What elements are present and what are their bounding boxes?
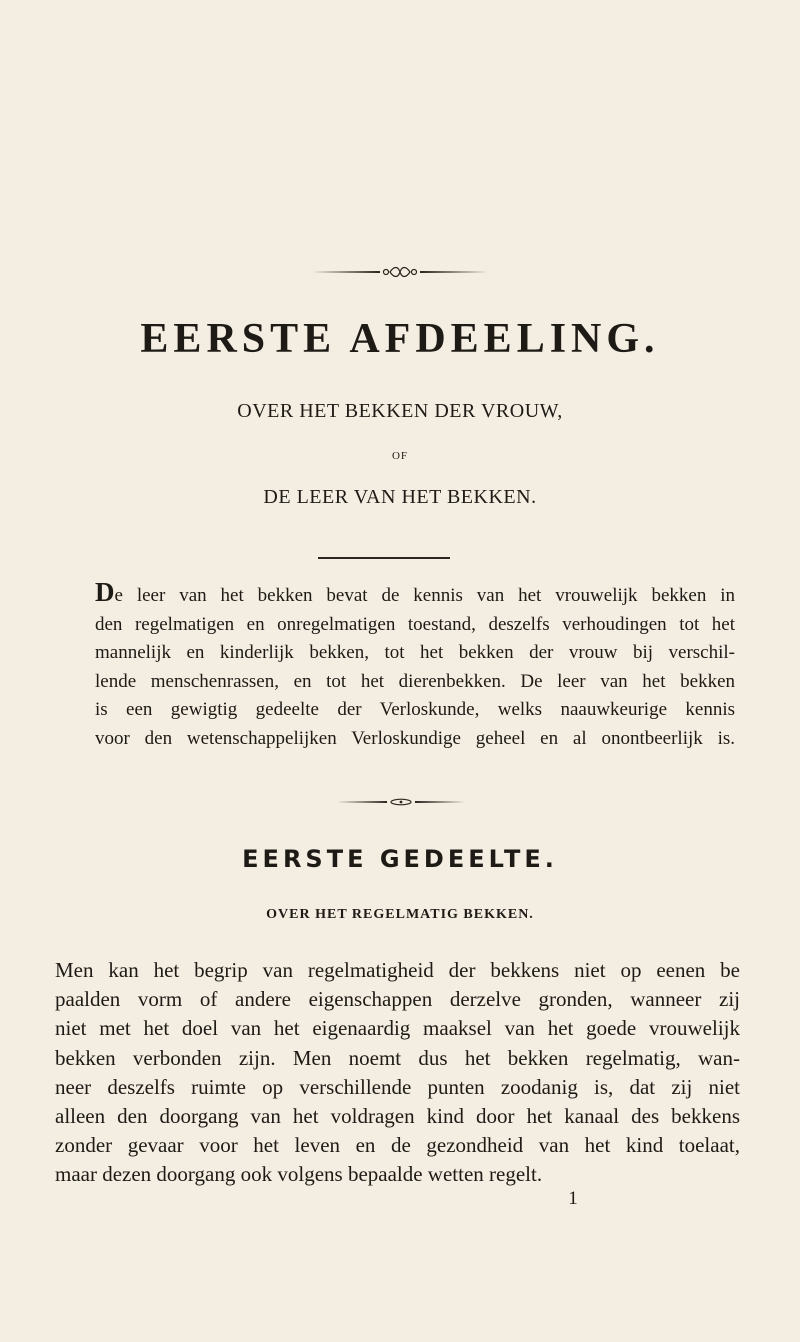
body-line: niet met het doel van het eigenaardig maaksel van het goede vrouwelijk (55, 1016, 740, 1041)
top-ornament-icon (310, 266, 490, 278)
intro-line-text: e leer van het bekken bevat de kennis van het vrouwelijk bekken in (114, 585, 735, 606)
body-line: Men kan het begrip van regelmatigheid der bekkens niet op eenen be (55, 958, 740, 982)
intro-paragraph (95, 578, 735, 753)
mid-ornament-icon (335, 798, 467, 806)
intro-line: mannelijk en kinderlijk bekken, tot het bekken der vrouw bij verschil- (95, 642, 735, 663)
section-title: EERSTE GEDEELTE. (242, 845, 558, 873)
section-subtitle: OVER HET REGELMATIG BEKKEN. (266, 907, 534, 922)
body-paragraph (55, 956, 740, 1190)
body-line: maar dezen doorgang ook volgens bepaalde wetten regelt. (55, 1162, 543, 1187)
part-subtitle: OVER HET BEKKEN DER VROUW, (237, 400, 563, 422)
intro-line: voor den wetenschappelijken Verloskundige geheel en al onontbeerlijk is. (95, 727, 735, 749)
intro-line: den regelmatigen en onregelmatigen toestand, deszelfs verhoudingen tot het (95, 613, 735, 635)
intro-line: is een gewigtig gedeelte der Verloskunde, welks naauwkeurige kennis (95, 699, 735, 720)
intro-line: lende menschenrassen, en tot het dierenbekken. De leer van het bekken (95, 670, 735, 692)
body-line: alleen den doorgang van het voldragen kind door het kanaal des bekkens (55, 1104, 740, 1129)
body-line: zonder gevaar voor het leven en de gezondheid van het kind toelaat, (55, 1133, 740, 1158)
body-line: neer deszelfs ruimte op verschillende punten zoodanig is, dat zij niet (55, 1074, 740, 1099)
part-title: EERSTE AFDEELING. (140, 316, 660, 362)
page-number: 1 (568, 1188, 578, 1209)
intro-line (95, 578, 735, 611)
dropcap: D (95, 577, 115, 607)
body-line: paalden vorm of andere eigenschappen derzelve gronden, wanneer zij (55, 987, 740, 1012)
part-subtitle-alternate: DE LEER VAN HET BEKKEN. (263, 486, 537, 508)
body-line: bekken verbonden zijn. Men noemt dus het bekken regelmatig, wan- (55, 1045, 740, 1070)
section-divider (318, 557, 450, 559)
part-subtitle-conjunction: OF (391, 450, 409, 462)
